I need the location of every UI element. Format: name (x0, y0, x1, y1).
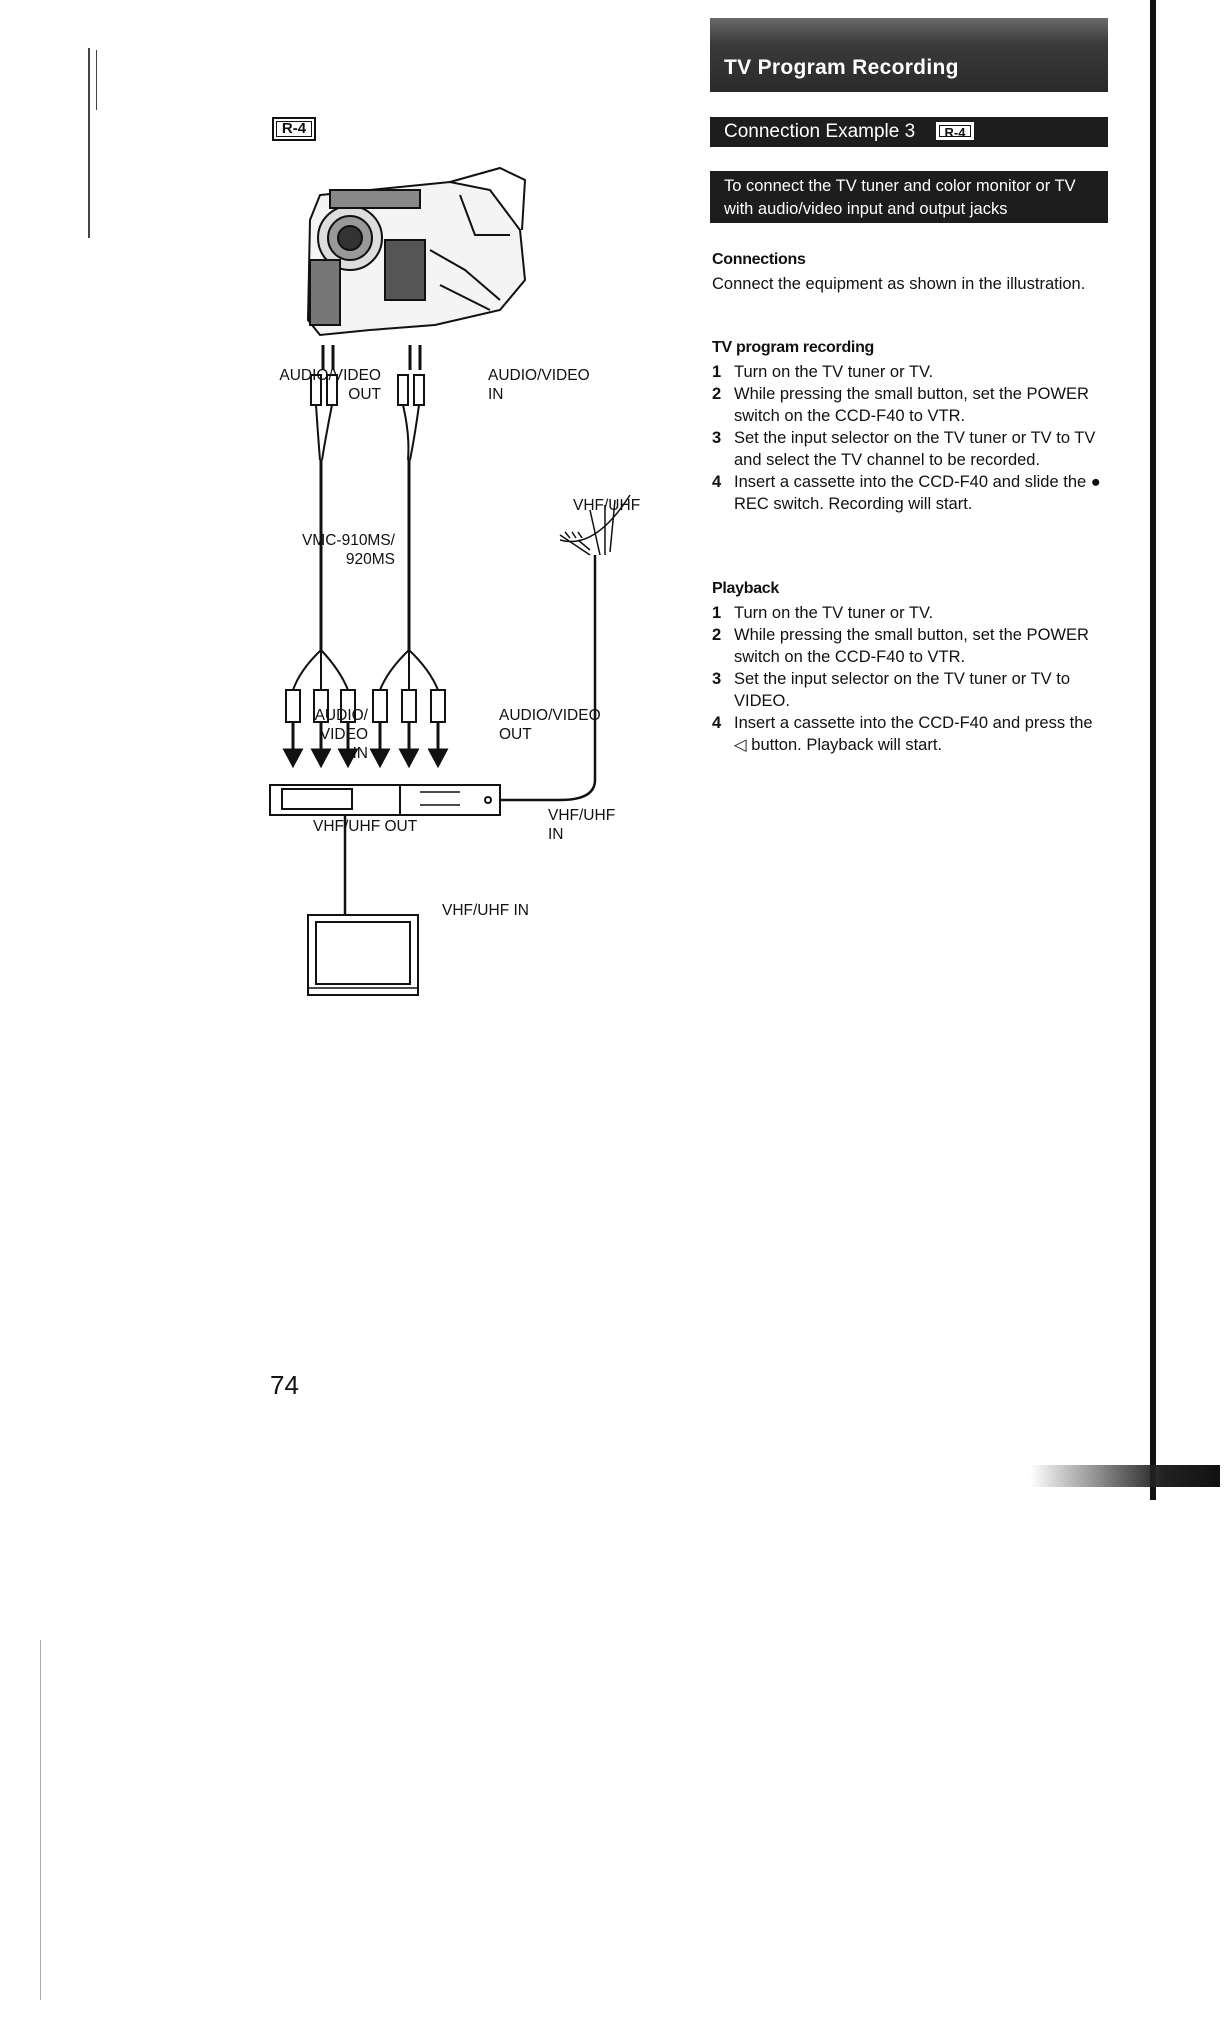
step-text: Turn on the TV tuner or TV. (734, 363, 934, 381)
antenna-illustration (500, 495, 630, 800)
step-number: 2 (712, 385, 722, 403)
scan-artifact-line (96, 50, 97, 110)
step-number: 3 (712, 429, 722, 447)
tv-recording-heading: TV program recording (712, 339, 875, 356)
label-tuner-rf-in: VHF/UHF IN (548, 807, 616, 843)
step-number: 1 (712, 363, 722, 381)
page-number: 74 (270, 1370, 299, 1400)
step-text: While pressing the small button, set the POWER switch on the CCD-F40 to VTR. (734, 385, 1089, 425)
scan-artifact-line (88, 48, 90, 238)
step-number: 1 (712, 604, 722, 622)
scan-artifact-blob (1030, 1465, 1220, 1487)
list-item (712, 668, 1102, 712)
playback-heading: Playback (712, 580, 779, 597)
step-text: While pressing the small button, set the POWER switch on the CCD-F40 to VTR. (734, 626, 1089, 666)
step-number: 2 (712, 626, 722, 644)
playback-steps (712, 602, 1102, 756)
connection-example-badge: R-4 (936, 122, 974, 140)
list-item (712, 383, 1102, 427)
step-text: Insert a cassette into the CCD-F40 and slide the ● REC switch. Recording will start. (734, 473, 1101, 513)
camcorder-illustration (308, 168, 525, 335)
list-item (712, 712, 1102, 756)
step-number: 4 (712, 714, 722, 732)
list-item (712, 427, 1102, 471)
section-title-bar (710, 18, 1108, 92)
tv-monitor-illustration (308, 915, 418, 995)
tv-recording-steps (712, 361, 1102, 515)
section-title: TV Program Recording (724, 56, 959, 79)
step-number: 4 (712, 473, 722, 491)
list-item (712, 602, 1102, 624)
label-tuner-rf-out: VHF/UHF OUT (313, 818, 418, 835)
connection-diagram (260, 160, 660, 1010)
step-text: Set the input selector on the TV tuner or TV to TV and select the TV channel to be recorded. (734, 429, 1096, 469)
tv-tuner-illustration (270, 785, 500, 815)
list-item (712, 361, 1102, 383)
connection-subtitle: To connect the TV tuner and color monitor or TV with audio/video input and output jacks (710, 171, 1108, 223)
connections-text: Connect the equipment as shown in the illustration. (712, 275, 1086, 293)
page-binding-edge (1150, 0, 1156, 1500)
label-camcorder-av-out: AUDIO/VIDEO OUT (279, 367, 381, 403)
label-monitor-rf-in: VHF/UHF IN (442, 902, 529, 919)
connection-example-title: Connection Example 3 (724, 121, 916, 142)
label-camcorder-av-in: AUDIO/VIDEO IN (488, 367, 590, 403)
step-text: Insert a cassette into the CCD-F40 and press the ◁ button. Playback will start. (734, 714, 1093, 754)
label-antenna: VHF/UHF (573, 497, 641, 514)
scan-artifact-line (40, 1640, 41, 2000)
diagram-reference-box: R-4 (272, 117, 316, 141)
label-cable-model: VMC-910MS/ 920MS (301, 532, 395, 568)
list-item (712, 471, 1102, 515)
label-tuner-av-in: AUDIO/ VIDEO IN (314, 707, 368, 762)
connection-example-bar (710, 117, 1108, 147)
step-text: Set the input selector on the TV tuner or TV to VIDEO. (734, 670, 1071, 710)
list-item (712, 624, 1102, 668)
label-tuner-av-out: AUDIO/VIDEO OUT (499, 707, 601, 743)
step-text: Turn on the TV tuner or TV. (734, 604, 934, 622)
step-number: 3 (712, 670, 722, 688)
connections-heading: Connections (712, 251, 806, 268)
